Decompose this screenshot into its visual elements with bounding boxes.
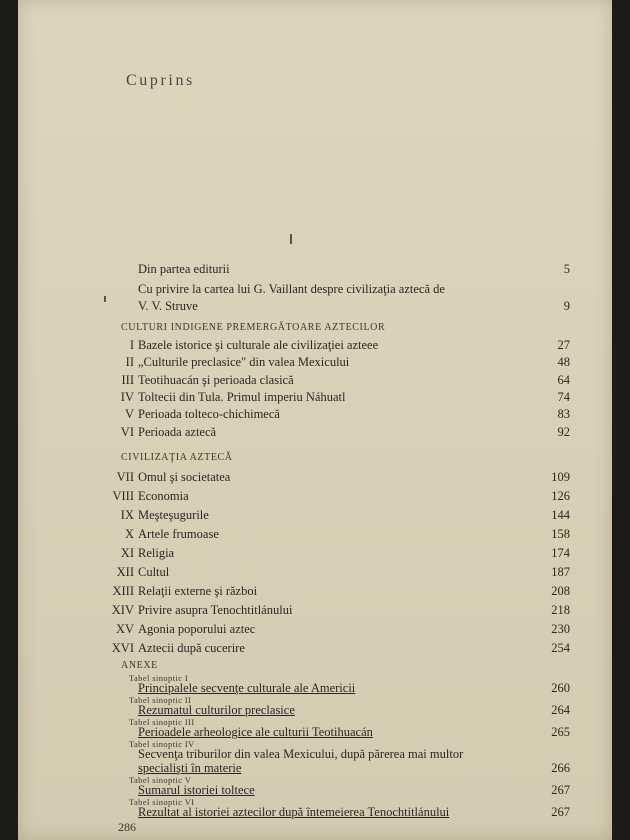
toc-entry <box>18 527 612 545</box>
entry-page: 218 <box>551 603 570 617</box>
entry-title: V. V. Struve <box>138 299 198 313</box>
chapter-number: III <box>121 373 134 387</box>
entry-title: Din partea editurii <box>138 262 230 276</box>
chapter-number: VIII <box>112 489 134 503</box>
entry-page: 92 <box>557 425 570 439</box>
toc-entry <box>18 338 612 356</box>
entry-title: „Culturile preclasice" din valea Mexicului <box>138 355 350 369</box>
entry-page: 208 <box>551 584 570 598</box>
entry-page: 109 <box>551 470 570 484</box>
entry-page: 260 <box>551 681 570 695</box>
toc-entry <box>18 761 612 779</box>
annex-label: Tabel sinoptic IV <box>129 739 195 749</box>
entry-title: Agonia poporului aztec <box>138 622 256 636</box>
entry-page: 174 <box>551 546 570 560</box>
entry-page: 5 <box>563 262 570 276</box>
toc-entry <box>18 703 612 721</box>
entry-page: 230 <box>551 622 570 636</box>
page-title: Cuprins <box>126 72 195 89</box>
toc-entry <box>18 565 612 583</box>
chapter-number: XIV <box>111 603 134 617</box>
entry-title: Toltecii din Tula. Primul imperiu Náhuatl <box>138 390 346 404</box>
table-of-contents <box>18 0 612 840</box>
annex-label: Tabel sinoptic I <box>129 673 189 683</box>
entry-title: Perioada aztecă <box>138 425 217 439</box>
entry-title: Relaţii externe şi război <box>138 584 258 598</box>
chapter-number: II <box>125 355 134 369</box>
entry-page: 265 <box>551 725 570 739</box>
book-page <box>18 0 612 840</box>
toc-entry <box>18 425 612 443</box>
annex-label: Tabel sinoptic V <box>129 775 192 785</box>
entry-page: 254 <box>551 641 570 655</box>
toc-entry <box>18 641 612 659</box>
entry-page: 158 <box>551 527 570 541</box>
chapter-number: I <box>129 338 134 352</box>
toc-entry <box>18 407 612 425</box>
entry-page: 9 <box>563 299 570 313</box>
toc-entry <box>18 603 612 621</box>
entry-title: Aztecii după cucerire <box>138 641 245 655</box>
chapter-number: V <box>124 407 134 421</box>
entry-page: 264 <box>551 703 570 717</box>
entry-title: Perioada tolteco-chichimecă <box>138 407 280 421</box>
toc-entry <box>18 489 612 507</box>
chapter-number: IX <box>120 508 134 522</box>
toc-entry <box>18 299 612 317</box>
annex-label: Tabel sinoptic III <box>129 717 195 727</box>
toc-entry <box>18 282 612 300</box>
entry-title: Teotihuacán şi perioada clasică <box>138 373 294 387</box>
entry-title: Secvenţa triburilor din valea Mexicului, după părerea mai multor <box>138 747 464 761</box>
chapter-number: XIII <box>112 584 134 598</box>
chapter-number: VI <box>120 425 134 439</box>
entry-page: 267 <box>551 783 570 797</box>
toc-entry <box>18 832 612 840</box>
toc-entry <box>18 805 612 823</box>
annex-label: Tabel sinoptic VI <box>129 797 195 807</box>
entry-page: 266 <box>551 761 570 775</box>
toc-entry <box>18 508 612 526</box>
entry-page: 48 <box>557 355 570 369</box>
entry-page: 144 <box>551 508 570 522</box>
entry-page: 74 <box>557 390 570 404</box>
entry-title: Bazele istorice şi culturale ale civilizaţiei azteee <box>138 338 379 352</box>
entry-title: Cultul <box>138 565 170 579</box>
chapter-number: IV <box>120 390 134 404</box>
entry-title: Omul şi societatea <box>138 470 231 484</box>
chapter-number: VII <box>116 470 134 484</box>
entry-title-continued: specialişti în materie <box>138 761 242 775</box>
toc-entry <box>18 783 612 801</box>
entry-title: Principalele secvenţe culturale ale Americii <box>138 681 356 695</box>
page-number: 286 <box>118 820 136 834</box>
toc-entry <box>18 262 612 280</box>
entry-title: Perioadele arheologice ale culturii Teotihuacán <box>138 725 373 739</box>
toc-entry <box>18 725 612 743</box>
entry-title: Artele frumoase <box>138 527 219 541</box>
entry-page: 187 <box>551 565 570 579</box>
chapter-number: XVI <box>111 641 134 655</box>
entry-page: 83 <box>557 407 570 421</box>
toc-entry <box>18 470 612 488</box>
entry-title: Privire asupra Tenochtitlánului <box>138 603 293 617</box>
entry-title: Religia <box>138 546 175 560</box>
entry-page: 267 <box>551 805 570 819</box>
section-heading: CIVILIZAŢIA AZTECĂ <box>121 452 233 463</box>
section-heading: ANEXE <box>121 660 158 671</box>
chapter-number: XI <box>120 546 134 560</box>
toc-entry <box>18 622 612 640</box>
toc-entry <box>18 681 612 699</box>
toc-entry <box>18 355 612 373</box>
entry-title: Sumarul istoriei toltece <box>138 783 255 797</box>
entry-page: 27 <box>557 338 570 352</box>
chapter-number: X <box>124 527 134 541</box>
entry-title: Rezultat al istoriei aztecilor după întemeierea Tenochtitlánului <box>138 805 450 819</box>
entry-title: Cu privire la cartea lui G. Vaillant despre civilizaţia aztecă de <box>138 282 445 296</box>
toc-entry <box>18 546 612 564</box>
toc-entry <box>18 373 612 391</box>
annex-label: Tabel sinoptic II <box>129 695 192 705</box>
entry-page: 126 <box>551 489 570 503</box>
toc-entry <box>18 584 612 602</box>
chapter-number: XII <box>116 565 134 579</box>
chapter-number: XV <box>115 622 134 636</box>
entry-page: 64 <box>557 373 570 387</box>
entry-title: Economia <box>138 489 189 503</box>
toc-entry <box>18 390 612 408</box>
entry-title: Rezumatul culturilor preclasice <box>138 703 295 717</box>
section-heading: CULTURI INDIGENE PREMERGĂTOARE AZTECILOR <box>121 322 386 333</box>
entry-title: Meşteşugurile <box>138 508 209 522</box>
